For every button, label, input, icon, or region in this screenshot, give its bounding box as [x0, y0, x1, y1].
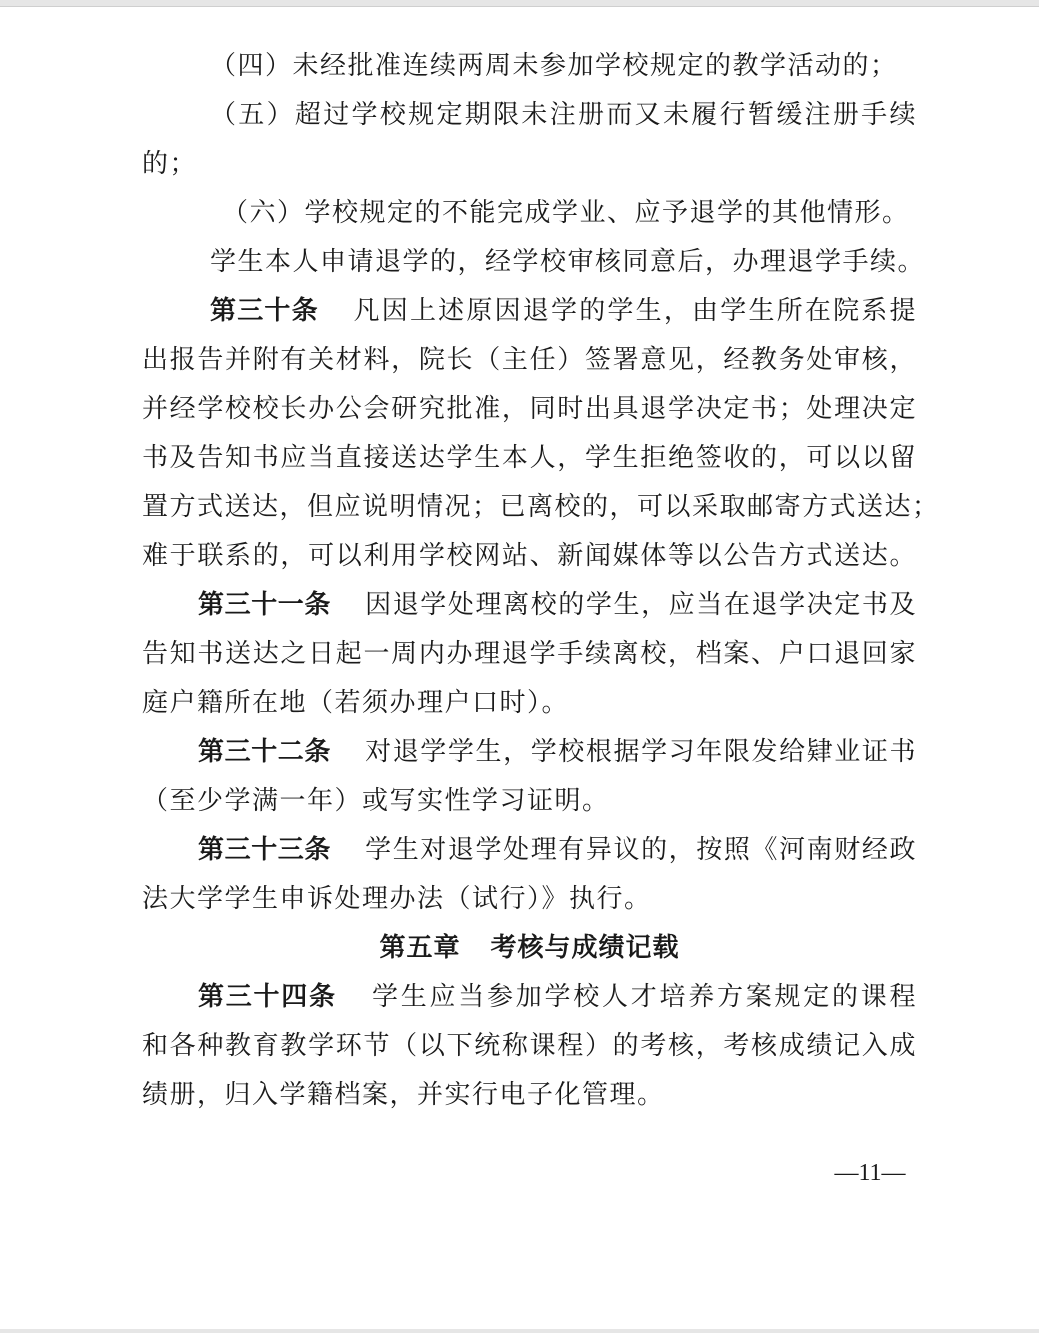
article-32-title: 第三十二条 [198, 737, 331, 767]
article-34-first-text: 学生应当参加学校人才培养方案规定的课程 [370, 982, 917, 1012]
article-31-first-text: 因退学处理离校的学生，应当在退学决定书及 [365, 590, 917, 620]
page-top-edge [0, 0, 1039, 7]
self-withdrawal-line: 学生本人申请退学的，经学校审核同意后，办理退学手续。 [210, 247, 926, 277]
clause-6-line: （六）学校规定的不能完成学业、应予退学的其他情形。 [222, 198, 910, 228]
article-32-first-line [142, 728, 917, 777]
article-31-line: 告知书送达之日起一周内办理退学手续离校，档案、户口退回家 [142, 639, 917, 669]
article-34-first-line [142, 973, 917, 1022]
article-33-title: 第三十三条 [198, 835, 331, 865]
article-30-first-text: 凡因上述原因退学的学生，由学生所在院系提 [352, 296, 917, 326]
article-34-title: 第三十四条 [198, 982, 337, 1012]
clause-4-line: （四）未经批准连续两周未参加学校规定的教学活动的； [210, 51, 898, 81]
article-31-line: 庭户籍所在地（若须办理户口时）。 [142, 688, 570, 718]
article-30-line: 并经学校校长办公会研究批准，同时出具退学决定书；处理决定 [142, 394, 917, 424]
article-32-line: （至少学满一年）或写实性学习证明。 [142, 786, 610, 816]
clause-5-line: （五）超过学校规定期限未注册而又未履行暂缓注册手续 [210, 100, 917, 130]
article-31-first-line [142, 581, 917, 630]
article-32-first-text: 对退学学生，学校根据学习年限发给肄业证书 [365, 737, 917, 767]
article-30-first-line [142, 287, 917, 336]
article-33-first-line [142, 826, 917, 875]
chapter-heading [142, 924, 917, 973]
article-34-line: 和各种教育教学环节（以下统称课程）的考核，考核成绩记入成 [142, 1031, 917, 1061]
article-30-line: 难于联系的，可以利用学校网站、新闻媒体等以公告方式送达。 [142, 541, 917, 571]
document-page [142, 42, 940, 1120]
chapter-title: 考核与成绩记载 [490, 933, 680, 963]
page-bottom-edge [0, 1329, 1039, 1333]
clause-5-continuation: 的； [142, 149, 198, 179]
article-30-title: 第三十条 [210, 296, 319, 326]
article-30-line: 出报告并附有关材料，院长（主任）签署意见，经教务处审核， [142, 345, 917, 375]
chapter-number: 第五章 [379, 933, 461, 963]
page-number: —11— [834, 1160, 906, 1186]
article-34-line: 绩册，归入学籍档案，并实行电子化管理。 [142, 1080, 665, 1110]
article-31-title: 第三十一条 [198, 590, 331, 620]
article-30-line: 书及告知书应当直接送达学生本人，学生拒绝签收的，可以以留 [142, 443, 917, 473]
article-33-first-text: 学生对退学处理有异议的，按照《河南财经政 [365, 835, 917, 865]
article-30-line: 置方式送达，但应说明情况；已离校的，可以采取邮寄方式送达； [142, 492, 940, 522]
article-33-line: 法大学学生申诉处理办法（试行）》执行。 [142, 884, 652, 914]
